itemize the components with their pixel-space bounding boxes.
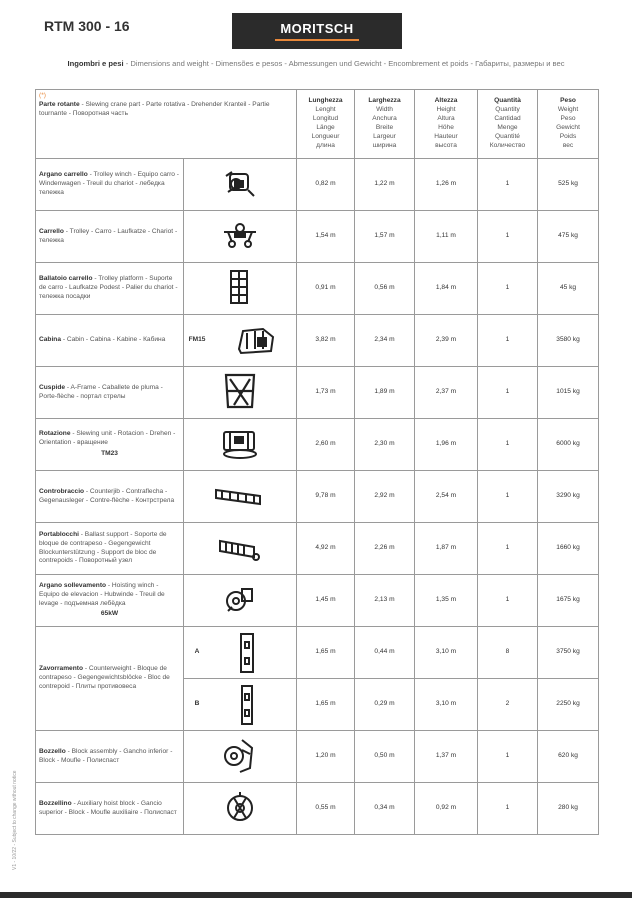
value-quantity: 1	[478, 471, 538, 523]
value-quantity: 1	[478, 367, 538, 419]
value-height: 1,11 m	[415, 211, 478, 263]
value-length: 1,54 m	[297, 211, 355, 263]
value-weight: 525 kg	[538, 159, 599, 211]
part-name: Controbraccio - Counterjib - Contraflecha - Gegenausleger - Contre-flèche - Контрстрела	[36, 471, 184, 523]
value-length: 1,65 m	[297, 679, 355, 731]
part-name: Cabina - Cabin - Cabina - Kabine - Кабина	[36, 315, 184, 367]
logo-underline	[275, 39, 359, 41]
value-quantity: 1	[478, 575, 538, 627]
header-height: Altezza Height Altura Höhe Hauteur высота	[415, 90, 478, 159]
table-row	[36, 783, 599, 835]
header-quantity: Quantità Quantity Cantidad Menge Quantité Количество	[478, 90, 538, 159]
value-width: 0,50 m	[355, 731, 415, 783]
hoist-power-label: 65kW	[100, 610, 119, 618]
part-image	[184, 783, 297, 835]
side-note-text: V1 - 10/22 - Subject to change without notice	[12, 770, 18, 870]
table-row	[36, 367, 599, 419]
value-height: 2,54 m	[415, 471, 478, 523]
part-name: Carrello - Trolley - Carro - Laufkatze - Chariot - тележка	[36, 211, 184, 263]
part-image	[184, 211, 297, 263]
value-height: 3,10 m	[415, 679, 478, 731]
brand-logo	[232, 13, 402, 49]
side-note	[12, 760, 22, 870]
header-length: Lunghezza Lenght Longitud Länge Longueur длина	[297, 90, 355, 159]
slewing-unit-icon	[218, 424, 262, 462]
footer-bar	[0, 892, 632, 898]
trolley-winch-icon	[220, 166, 260, 200]
part-image	[184, 159, 297, 211]
part-image	[184, 367, 297, 419]
value-height: 1,87 m	[415, 523, 478, 575]
part-image	[184, 627, 297, 679]
part-name: Ballatoio carrello - Trolley platform - Suporte de carro - Laufkatze Podest - Palier du chariot - тележка посадки	[36, 263, 184, 315]
ballast-support-icon	[218, 531, 262, 563]
value-width: 1,22 m	[355, 159, 415, 211]
header-weight: Peso Weight Peso Gewicht Poids вес	[538, 90, 599, 159]
table-row	[36, 731, 599, 783]
part-image	[184, 523, 297, 575]
value-width: 0,34 m	[355, 783, 415, 835]
value-height: 2,39 m	[415, 315, 478, 367]
value-length: 1,20 m	[297, 731, 355, 783]
header-rotating-part-rest: - Slewing crane part - Parte rotativa - Drehender Kranteil - Partie tournante - Поворотная часть	[39, 100, 270, 117]
part-name: Argano sollevamento - Hoisting winch - Equipo de elevacion - Hubwinde - Treuil de levage - подъемная лебёдка 65kW	[36, 575, 184, 627]
part-image	[184, 731, 297, 783]
slewing-model-label: TM23	[101, 449, 118, 457]
value-width: 1,57 m	[355, 211, 415, 263]
value-length: 2,60 m	[297, 419, 355, 471]
part-name: Bozzello - Block assembly - Gancho inferior - Block - Moufle - Полиспаст	[36, 731, 184, 783]
counterweight-b-icon	[237, 684, 257, 726]
auxiliary-block-icon	[223, 788, 257, 826]
part-name: Cuspide - A-Frame - Caballete de pluma - Porte-flèche - портал стрелы	[36, 367, 184, 419]
value-length: 3,82 m	[297, 315, 355, 367]
value-quantity: 1	[478, 211, 538, 263]
part-name: Argano carrello - Trolley winch - Equipo carro - Windenwagen - Treuil du chariot - лебедка тележка	[36, 159, 184, 211]
part-image	[184, 263, 297, 315]
dimensions-table	[35, 89, 599, 835]
table-row	[36, 263, 599, 315]
header-rotating-part	[36, 90, 297, 159]
value-quantity: 8	[478, 627, 538, 679]
value-width: 0,29 m	[355, 679, 415, 731]
table-header-row	[36, 90, 599, 159]
asterisk-note: (*)	[39, 92, 46, 99]
value-weight: 2250 kg	[538, 679, 599, 731]
counterweight-a-icon	[237, 632, 257, 674]
value-width: 1,89 m	[355, 367, 415, 419]
cabin-icon	[233, 323, 279, 359]
value-width: 2,26 m	[355, 523, 415, 575]
part-name: Zavorramento - Counterweight - Bloque de contrapeso - Gegengewichtsblöcke - Bloc de contrepoid - Плиты противовеса	[36, 627, 184, 731]
value-height: 1,35 m	[415, 575, 478, 627]
value-width: 2,13 m	[355, 575, 415, 627]
value-length: 0,82 m	[297, 159, 355, 211]
block-assembly-icon	[220, 734, 260, 776]
header-rotating-part-bold: Parte rotante	[39, 100, 80, 108]
table-row	[36, 575, 599, 627]
part-image	[184, 575, 297, 627]
part-name: Rotazione - Slewing unit - Rotacion - Drehen - Orientation - вращение TM23	[36, 419, 184, 471]
value-width: 2,92 m	[355, 471, 415, 523]
value-height: 2,37 m	[415, 367, 478, 419]
trolley-platform-icon	[225, 267, 255, 307]
value-height: 0,92 m	[415, 783, 478, 835]
value-weight: 1660 kg	[538, 523, 599, 575]
part-image	[184, 419, 297, 471]
value-weight: 475 kg	[538, 211, 599, 263]
value-quantity: 1	[478, 315, 538, 367]
value-width: 2,30 m	[355, 419, 415, 471]
value-length: 9,78 m	[297, 471, 355, 523]
value-quantity: 1	[478, 783, 538, 835]
value-width: 0,44 m	[355, 627, 415, 679]
variant-label: A	[194, 648, 200, 656]
part-image	[184, 679, 297, 731]
subtitle-bold: Ingombri e pesi	[67, 59, 124, 68]
value-quantity: 1	[478, 263, 538, 315]
value-height: 3,10 m	[415, 627, 478, 679]
value-length: 1,65 m	[297, 627, 355, 679]
table-row	[36, 523, 599, 575]
variant-label: B	[194, 700, 200, 708]
value-quantity: 2	[478, 679, 538, 731]
counterjib-icon	[214, 482, 266, 508]
table-row	[36, 627, 599, 679]
value-height: 1,96 m	[415, 419, 478, 471]
value-quantity: 1	[478, 731, 538, 783]
value-length: 1,45 m	[297, 575, 355, 627]
table-row	[36, 211, 599, 263]
part-name: Bozzellino - Auxiliary hoist block - Gancio superior - Block - Moufle auxiliaire - Полиспаст	[36, 783, 184, 835]
value-length: 0,55 m	[297, 783, 355, 835]
table-row	[36, 419, 599, 471]
part-name: Portablocchi - Ballast support - Soporte de bloque de contrapeso - Gegengewicht Blockunterstützung - Support de bloc de contrepoids - Поворотный узел	[36, 523, 184, 575]
value-weight: 1675 kg	[538, 575, 599, 627]
value-length: 0,91 m	[297, 263, 355, 315]
value-weight: 1015 kg	[538, 367, 599, 419]
value-weight: 620 kg	[538, 731, 599, 783]
value-height: 1,37 m	[415, 731, 478, 783]
table-row	[36, 315, 599, 367]
page-subtitle	[0, 59, 632, 68]
value-weight: 3750 kg	[538, 627, 599, 679]
table-row	[36, 159, 599, 211]
value-length: 1,73 m	[297, 367, 355, 419]
value-weight: 3580 kg	[538, 315, 599, 367]
part-image	[184, 315, 297, 367]
value-quantity: 1	[478, 419, 538, 471]
value-quantity: 1	[478, 523, 538, 575]
header-width: Larghezza Width Anchura Breite Largeur ширина	[355, 90, 415, 159]
value-height: 1,84 m	[415, 263, 478, 315]
cabin-model-tag: FM15	[188, 336, 206, 344]
subtitle-rest: - Dimensions and weight - Dimensões e pesos - Abmessungen und Gewicht - Encombrement et poids - Габариты, размеры и вес	[123, 59, 565, 68]
a-frame-icon	[220, 371, 260, 411]
value-weight: 280 kg	[538, 783, 599, 835]
document-title: RTM 300 - 16	[44, 18, 130, 34]
part-image	[184, 471, 297, 523]
hoisting-winch-icon	[222, 581, 258, 617]
value-weight: 6000 kg	[538, 419, 599, 471]
value-width: 2,34 m	[355, 315, 415, 367]
value-quantity: 1	[478, 159, 538, 211]
value-height: 1,26 m	[415, 159, 478, 211]
value-length: 4,92 m	[297, 523, 355, 575]
trolley-icon	[220, 220, 260, 250]
table-row	[36, 471, 599, 523]
value-width: 0,56 m	[355, 263, 415, 315]
value-weight: 3290 kg	[538, 471, 599, 523]
value-weight: 45 kg	[538, 263, 599, 315]
logo-text: MORITSCH	[280, 21, 354, 36]
